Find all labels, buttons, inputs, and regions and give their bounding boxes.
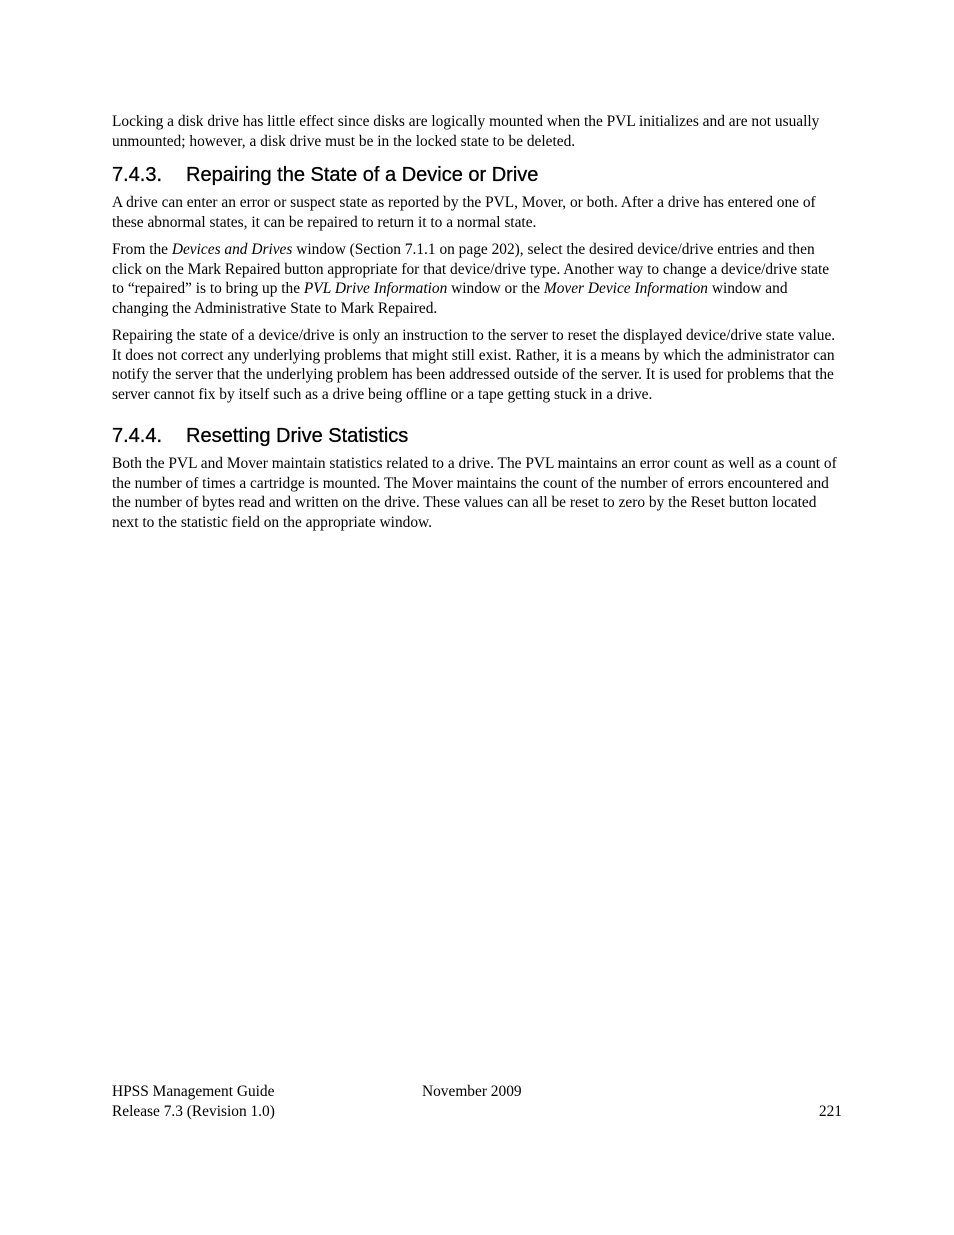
section-title: Resetting Drive Statistics [186,425,409,447]
section-heading-7-4-4 [112,424,842,448]
section-7-4-4-paragraph-1: Both the PVL and Mover maintain statistics related to a drive. The PVL maintains an error count as well as a count of the number of times a cartridge is mounted. The Mover maintains the count of the number of errors encountered and the number of bytes read and written on the drive. These values can all be reset to zero by the Reset button located next to the statistic field on the appropriate window. [112,455,837,531]
page-footer [112,1082,842,1122]
footer-release: Release 7.3 (Revision 1.0) [112,1103,275,1120]
intro-paragraph: Locking a disk drive has little effect since disks are logically mounted when the PVL initializes and are not usually unmounted; however, a disk drive must be in the locked state to be deleted. [112,113,820,150]
section-7-4-3-paragraph-3: Repairing the state of a device/drive is only an instruction to the server to reset the displayed device/drive state value. It does not correct any underlying problems that might still exist. Rather, it is a means by which the administrator can notify the server that the underlying problem has been addressed outside of the server. It is used for problems that the server cannot fix by itself such as a drive being offline or a tape getting stuck in a drive. [112,327,836,403]
section-heading-7-4-3 [112,163,842,187]
page-content [112,112,842,540]
section-7-4-3-paragraph-2: From the Devices and Drives window (Section 7.1.1 on page 202), select the desired device/drive entries and then click on the Mark Repaired button appropriate for that device/drive type. Another way to change a device/drive state to “repaired” is to bring up the PVL Drive Information window or the Mover Device Information window and changing the Administrative State to Mark Repaired. [112,241,830,317]
window-name-pvl-drive-information: PVL Drive Information [303,280,448,297]
footer-row-2 [112,1102,842,1122]
footer-guide-title: HPSS Management Guide [112,1083,275,1100]
window-name-devices-and-drives: Devices and Drives [171,241,293,258]
footer-page-number: 221 [818,1103,842,1120]
footer-row-1 [112,1082,842,1102]
footer-date: November 2009 [422,1083,522,1100]
section-number: 7.4.4. [112,425,163,447]
section-7-4-3-paragraph-1: A drive can enter an error or suspect state as reported by the PVL, Mover, or both. After a drive has entered one of these abnormal states, it can be repaired to return it to a normal state. [112,194,816,231]
window-name-mover-device-information: Mover Device Information [543,280,708,297]
section-number: 7.4.3. [112,164,163,186]
section-title: Repairing the State of a Device or Drive [186,164,539,186]
